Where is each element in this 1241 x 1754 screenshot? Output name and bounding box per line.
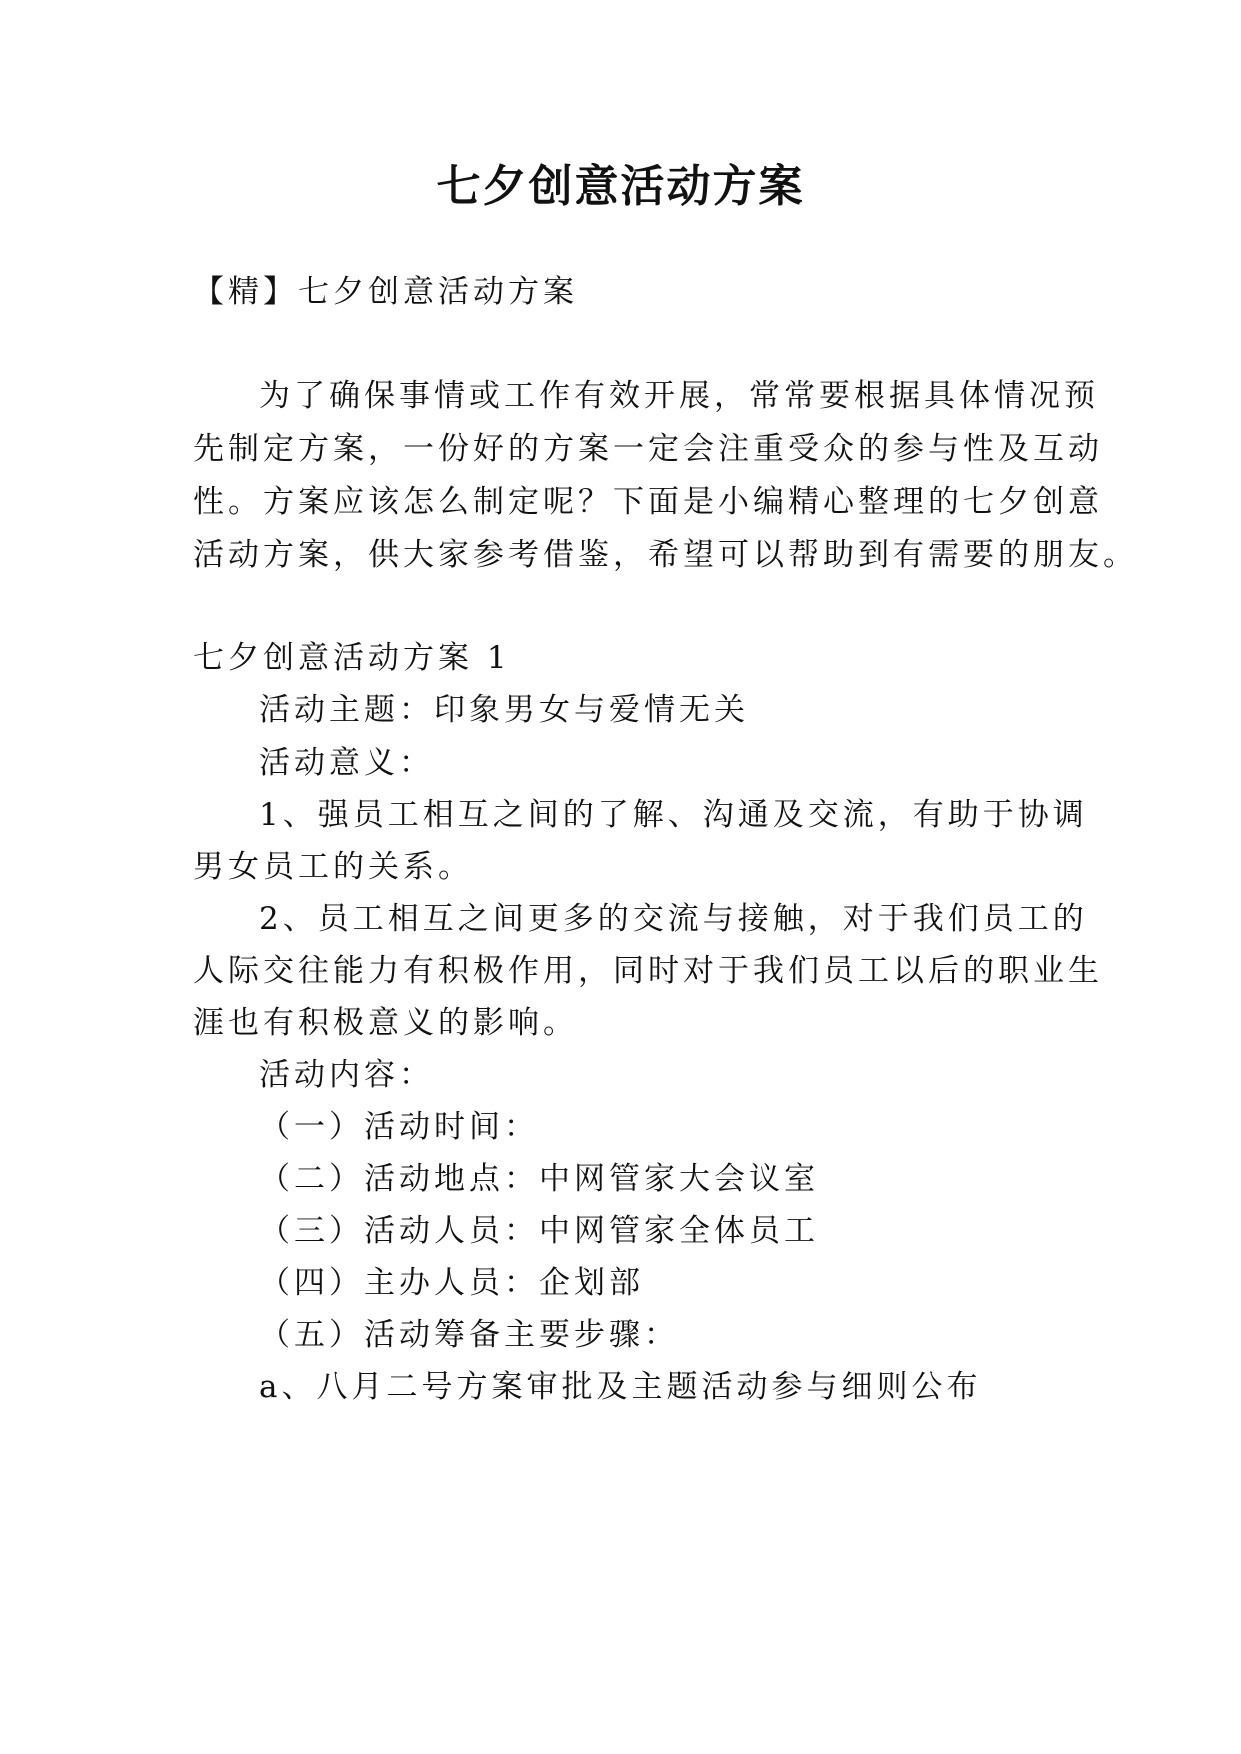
content-item-1: （一）活动时间：	[259, 1109, 539, 1145]
meaning-point-2-line-1: 2、员工相互之间更多的交流与接触，对于我们员工的	[259, 901, 1088, 937]
document-title: 七夕创意活动方案	[436, 161, 805, 212]
meaning-point-1-line-2: 男女员工的关系。	[193, 849, 473, 885]
content-item-3: （三）活动人员：中网管家全体员工	[259, 1213, 819, 1249]
intro-line-2: 先制定方案，一份好的方案一定会注重受众的参与性及互动	[193, 431, 1103, 467]
meaning-point-2-line-3: 涯也有积极意义的影响。	[193, 1005, 578, 1041]
content-item-5: （五）活动筹备主要步骤：	[259, 1317, 679, 1353]
activity-meaning-label: 活动意义：	[259, 745, 434, 781]
section-heading: 七夕创意活动方案 1	[193, 640, 511, 676]
step-a: a、八月二号方案审批及主题活动参与细则公布	[259, 1369, 982, 1405]
intro-line-3: 性。方案应该怎么制定呢？下面是小编精心整理的七夕创意	[193, 484, 1103, 520]
content-item-4: （四）主办人员：企划部	[259, 1265, 644, 1301]
intro-line-1: 为了确保事情或工作有效开展，常常要根据具体情况预	[259, 378, 1099, 414]
content-item-2: （二）活动地点：中网管家大会议室	[259, 1161, 819, 1197]
intro-line-4: 活动方案，供大家参考借鉴，希望可以帮助到有需要的朋友。	[193, 537, 1138, 573]
document-subtitle: 【精】七夕创意活动方案	[193, 274, 578, 310]
meaning-point-2-line-2: 人际交往能力有积极作用，同时对于我们员工以后的职业生	[193, 953, 1103, 989]
meaning-point-1-line-1: 1、强员工相互之间的了解、沟通及交流，有助于协调	[259, 797, 1088, 833]
activity-content-label: 活动内容：	[259, 1057, 434, 1093]
activity-theme: 活动主题：印象男女与爱情无关	[259, 692, 749, 728]
